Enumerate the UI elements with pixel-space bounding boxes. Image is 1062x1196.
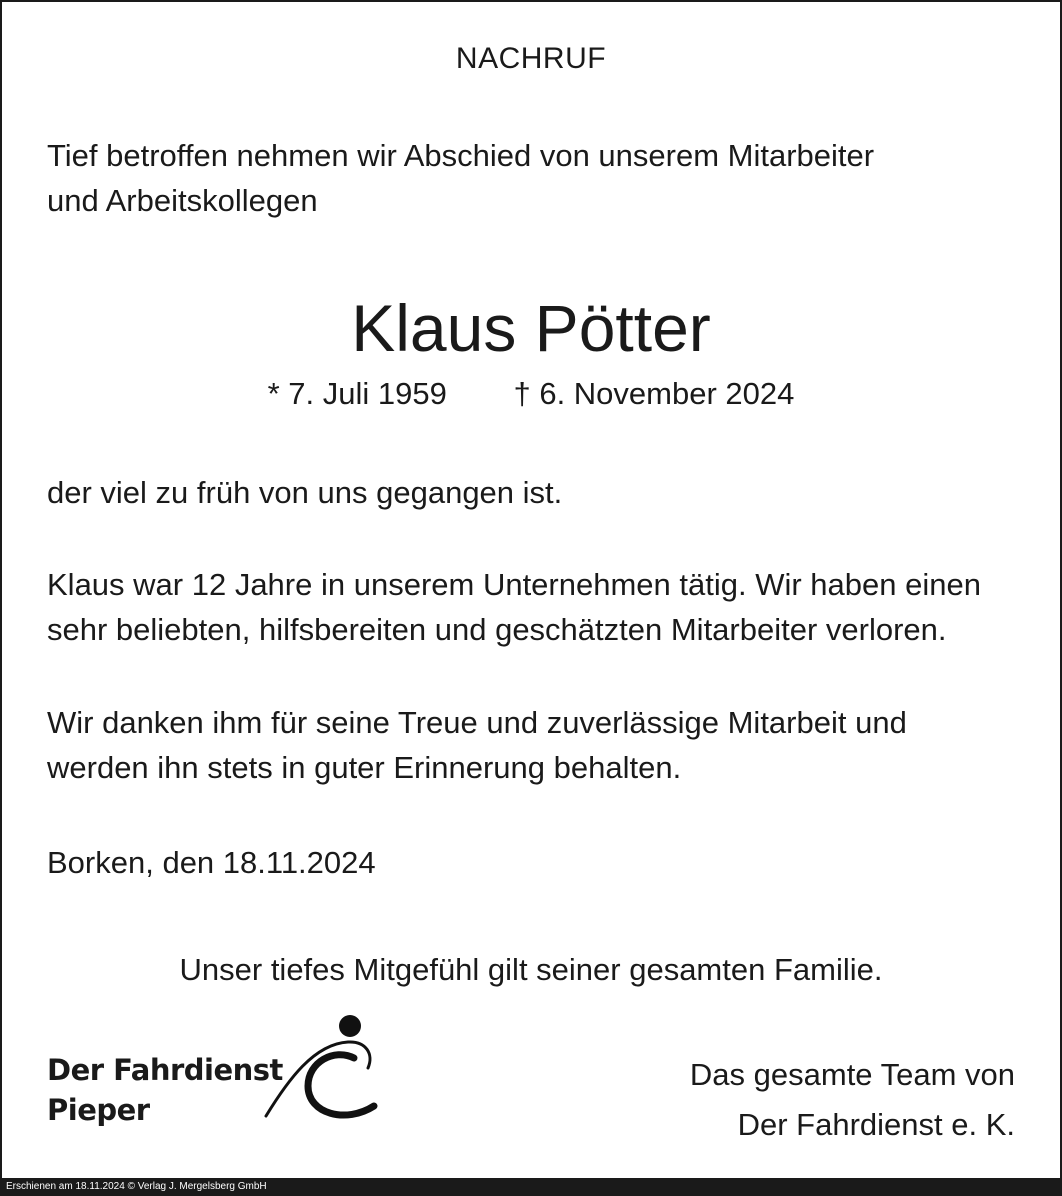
paragraph-2-line-2: sehr beliebten, hilfsbereiten und geschätzten Mitarbeiter verloren. [47, 612, 947, 647]
sympathy-line: Unser tiefes Mitgefühl gilt seiner gesamten Familie. [179, 952, 883, 987]
paragraph-3-line-2: werden ihn stets in guter Erinnerung behalten. [47, 750, 682, 785]
intro-line-2: und Arbeitskollegen [47, 183, 318, 218]
birth-date: * 7. Juli 1959 [267, 376, 447, 411]
death-date: † 6. November 2024 [513, 376, 795, 411]
publication-footer: Erschienen am 18.11.2024 © Verlag J. Mergelsberg GmbH [0, 1178, 1062, 1196]
intro-line-1: Tief betroffen nehmen wir Abschied von unserem Mitarbeiter [47, 138, 875, 173]
paragraph-3-line-1: Wir danken ihm für seine Treue und zuverlässige Mitarbeit und [47, 705, 907, 740]
intro-paragraph [47, 133, 1015, 223]
notice-heading: NACHRUF [455, 42, 607, 75]
place-date-line: Borken, den 18.11.2024 [47, 845, 376, 880]
company-logo-icon [262, 1010, 382, 1130]
paragraph-3 [47, 700, 1015, 790]
signoff [690, 1050, 1015, 1150]
life-dates [0, 372, 1062, 416]
signoff-line-2: Der Fahrdienst e. K. [737, 1107, 1015, 1142]
logo-line-2: Pieper [47, 1093, 150, 1127]
paragraph-1-line: der viel zu früh von uns gegangen ist. [47, 475, 563, 510]
paragraph-1 [47, 470, 1015, 515]
logo-line-1: Der Fahrdienst [47, 1053, 283, 1087]
place-date [47, 840, 1015, 885]
deceased-name: Klaus Pötter [351, 291, 711, 365]
company-logo-text [47, 1050, 283, 1130]
signoff-line-1: Das gesamte Team von [689, 1057, 1015, 1092]
paragraph-2-line-1: Klaus war 12 Jahre in unserem Unternehmen tätig. Wir haben einen [47, 567, 981, 602]
paragraph-2 [47, 562, 1015, 652]
